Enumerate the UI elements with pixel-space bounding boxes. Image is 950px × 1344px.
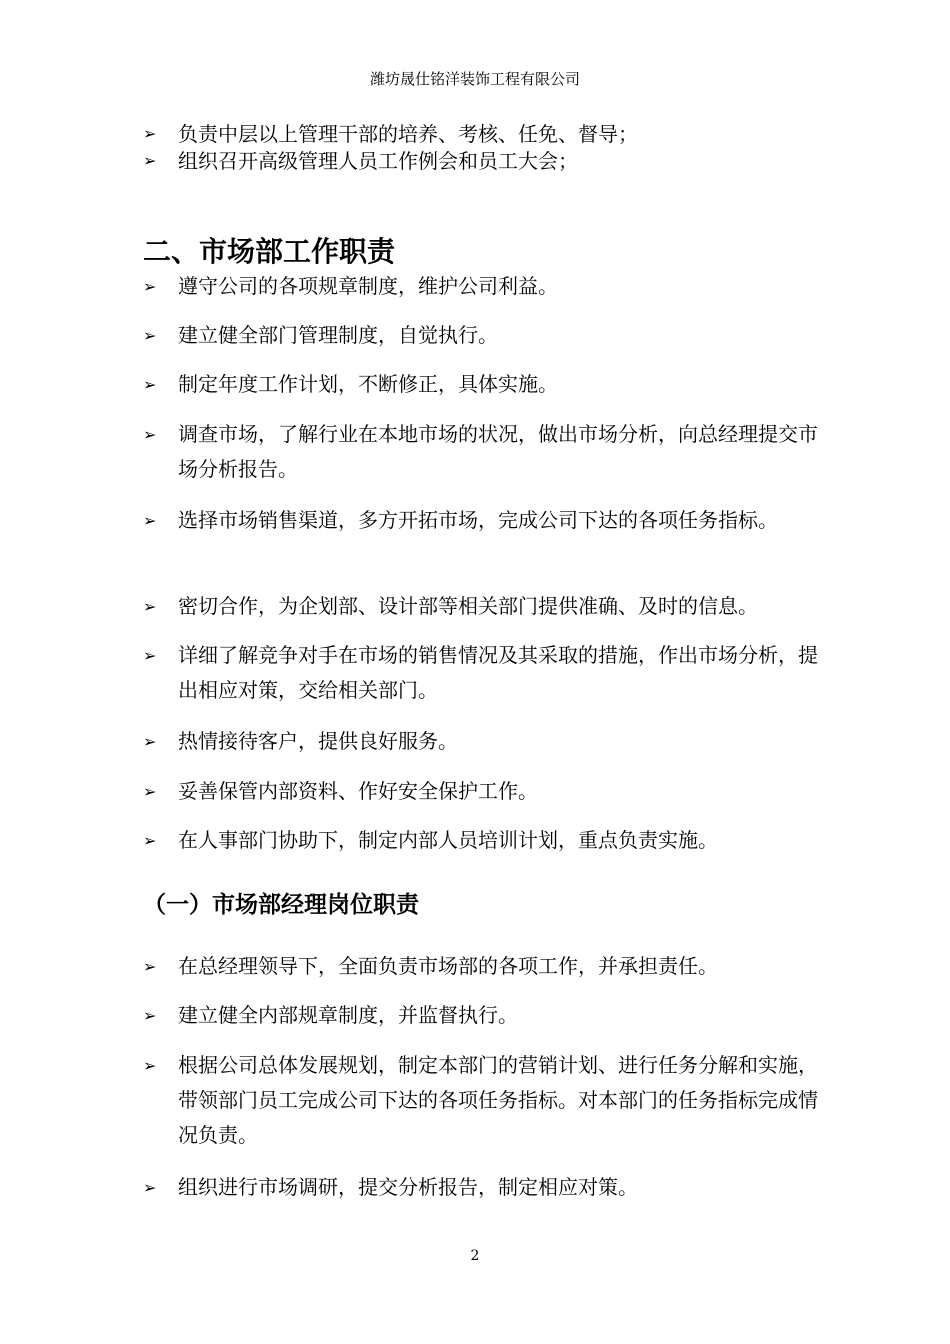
arrow-bullet-icon: ➢: [143, 782, 157, 801]
list-item: [143, 503, 823, 538]
list-item-text: 组织召开高级管理人员工作例会和员工大会；: [178, 149, 578, 173]
list-item: [143, 774, 823, 809]
list-item-text: 密切合作，为企划部、设计部等相关部门提供准确、及时的信息。: [178, 594, 758, 618]
list-item-text: 负责中层以上管理干部的培养、考核、任免、督导；: [178, 122, 638, 146]
list-item: [143, 638, 823, 708]
list-item: [143, 823, 823, 858]
list-item: [143, 589, 823, 624]
page-number: 2: [470, 1248, 480, 1264]
list-item: [143, 318, 823, 353]
list-item: [143, 949, 823, 984]
list-item: [143, 998, 823, 1033]
list-item: [143, 417, 823, 487]
arrow-bullet-icon: ➢: [143, 326, 157, 345]
list-item-text: 详细了解竞争对手在市场的销售情况及其采取的措施，作出市场分析，提出相应对策，交给相关部门。: [178, 643, 818, 702]
list-item-text: 制定年度工作计划，不断修正，具体实施。: [178, 372, 558, 396]
list-item-text: 调查市场，了解行业在本地市场的状况，做出市场分析，向总经理提交市场分析报告。: [178, 422, 818, 481]
arrow-bullet-icon: ➢: [143, 151, 157, 170]
arrow-bullet-icon: ➢: [143, 425, 157, 444]
list-item-text: 建立健全部门管理制度，自觉执行。: [178, 323, 498, 347]
list-item: [143, 724, 823, 759]
arrow-bullet-icon: ➢: [143, 831, 157, 850]
list-item-text: 在人事部门协助下，制定内部人员培训计划，重点负责实施。: [178, 828, 718, 852]
list-item: [143, 120, 823, 148]
list-item-text: 建立健全内部规章制度，并监督执行。: [178, 1003, 518, 1027]
list-item: [143, 1170, 823, 1205]
page-header: 潍坊晟仕铭洋装饰工程有限公司: [369, 70, 580, 88]
arrow-bullet-icon: ➢: [143, 1178, 157, 1197]
list-item-text: 妥善保管内部资料、作好安全保护工作。: [178, 779, 538, 803]
list-item-text: 热情接待客户，提供良好服务。: [178, 729, 458, 753]
list-item-text: 在总经理领导下，全面负责市场部的各项工作，并承担责任。: [178, 954, 718, 978]
arrow-bullet-icon: ➢: [143, 1006, 157, 1025]
arrow-bullet-icon: ➢: [143, 1056, 157, 1075]
arrow-bullet-icon: ➢: [143, 511, 157, 530]
list-item-text: 选择市场销售渠道，多方开拓市场，完成公司下达的各项任务指标。: [178, 508, 778, 532]
subsection-heading: （一）市场部经理岗位职责: [143, 892, 419, 918]
section-heading: 二、市场部工作职责: [143, 235, 396, 268]
list-item: [143, 147, 823, 175]
list-item-text: 组织进行市场调研，提交分析报告，制定相应对策。: [178, 1175, 638, 1199]
list-item: [143, 367, 823, 402]
list-item: [143, 1048, 823, 1153]
arrow-bullet-icon: ➢: [143, 375, 157, 394]
arrow-bullet-icon: ➢: [143, 597, 157, 616]
arrow-bullet-icon: ➢: [143, 277, 157, 296]
arrow-bullet-icon: ➢: [143, 957, 157, 976]
list-item-text: 根据公司总体发展规划，制定本部门的营销计划、进行任务分解和实施，带领部门员工完成公司下达的各项任务指标。对本部门的任务指标完成情况负责。: [178, 1053, 818, 1147]
arrow-bullet-icon: ➢: [143, 124, 157, 143]
arrow-bullet-icon: ➢: [143, 646, 157, 665]
list-item: [143, 269, 823, 304]
list-item-text: 遵守公司的各项规章制度，维护公司利益。: [178, 274, 558, 298]
arrow-bullet-icon: ➢: [143, 732, 157, 751]
